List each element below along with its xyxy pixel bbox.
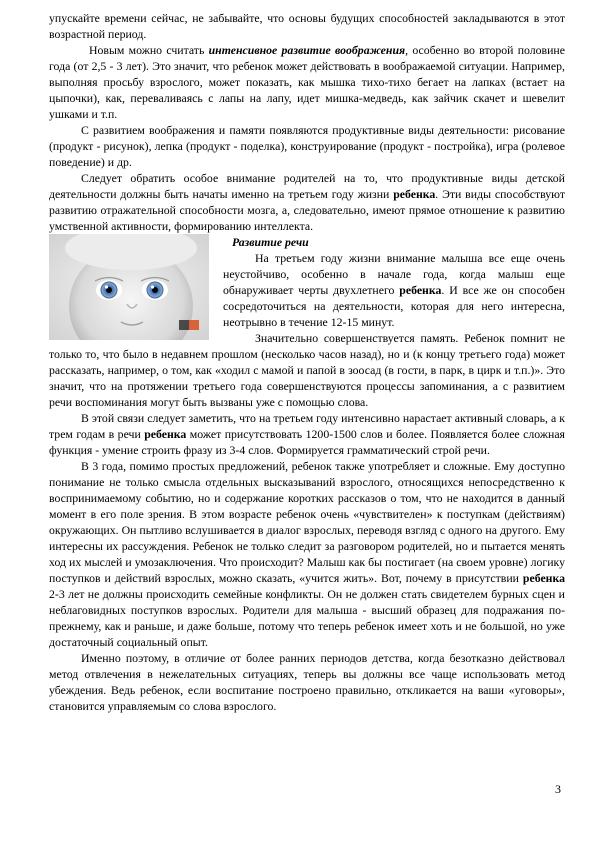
paragraph-parents-attention xyxy=(49,170,565,234)
paragraph-text: В 3 года, помимо простых предложений, ребенок также употребляет и сложные. Ему доступно понимание не только смысла отдельных высказываний взрослого, относящихся непосредственно к воспринимаемому событию, но и содержание коротких рассказов о том, что не находится в данный момент в его поле зрения. В этом возрасте ребенок очень «чувствителен» к поступкам (действиям) окружающих. Он пытливо вслушивается в диалог взрослых, переводя взгляд с одного на другого. Ему интересны их рассуждения. Ребенок не только следит за разговором родителей, но и пытается менять ход их мыслей и умозаключения. Что происходит? Малыш как бы постигает (на своем уровне) логику поступков и действий взрослых, можно сказать, «учится жить». Вот, почему в присутствии xyxy=(49,459,565,585)
paragraph-text: В этой связи следует заметить, что на третьем году интенсивно нарастает активный словарь, а к трем годам в речи xyxy=(49,411,565,441)
paragraph-text: Следует обратить особое внимание родителей на то, что продуктивные виды детской деятельности должны быть начаты именно на третьем году жизни xyxy=(49,171,565,201)
paragraph-imagination xyxy=(49,42,565,122)
paragraph-text: С развитием воображения и памяти появляются продуктивные виды деятельности: рисование (продукт - рисунок), лепка (продукт - поделка), конструирование (продукт - постройка), игра (ролевое поведение) и др. xyxy=(49,123,565,169)
page-number: 3 xyxy=(555,782,561,796)
paragraph-text: может присутствовать 1200-1500 слов и более. Появляется более сложная функция - умение строить фразу из 3-4 слов. Формируется грамматический строй речи. xyxy=(49,427,565,457)
paragraph-text: упускайте времени сейчас, не забывайте, что основы будущих способностей закладываются в этот возрастной период. xyxy=(49,11,565,41)
emphasis-term: интенсивное развитие воображения xyxy=(208,43,406,57)
paragraph-text: На третьем году жизни внимание малыша все еще очень неустойчиво, особенно в начале года, когда малыш еще обнаруживает черты двухлетнего xyxy=(223,251,565,297)
bold-term: ребенка xyxy=(522,571,565,585)
paragraph-text: , особенно во второй половине года (от 2,5 - 3 лет). Это значит, что ребенок может действовать в воображаемой ситуации. Например, выполняя просьбу взрослого, может показать, как мышка тихо-тихо бегает на лапках (встает на цыпочки), как, переваливаясь с лапы на лапу, идет мишка-медведь, как зайчик скачет и шевелит ушками и т.п. xyxy=(49,43,565,121)
baby-photo xyxy=(49,234,209,340)
paragraph-continuation xyxy=(49,10,565,42)
paragraph-text: . Эти виды способствуют развитию отражательной способности мозга, а, следовательно, имеют прямое отношение к развитию умственной активности, формированию интеллекта. xyxy=(49,187,565,233)
paragraph-vocabulary xyxy=(49,410,565,458)
page-content xyxy=(49,10,565,714)
paragraph-memory xyxy=(49,330,565,410)
paragraph-text: Значительно совершенствуется память. Ребенок помнит не только то, что было в недавнем прошлом (несколько часов назад), но и (к концу третьего года) может рассказать, например, о том, как «ходил с мамой и папой в зоосад (в гости, в парк, в цирк и т.п.)». Это значит, что на протяжении третьего года совершенствуются процессы запоминания, а с развитием речи воспоминания могут быть вызваны уже с помощью слова. xyxy=(49,331,565,409)
paragraph-text: 2-3 лет не должны происходить семейные конфликты. Он не должен стать свидетелем бурных сцен и неблаговидных поступков взрослых. Родители для малыша - высший образец для подражания по-прежнему, как и раньше, и даже больше, потому что теперь ребенок имеет хоть и не большой, но уже достаточный социальный опыт. xyxy=(49,587,565,649)
section-title: Развитие речи xyxy=(232,235,309,249)
bold-term: ребенка xyxy=(399,283,442,297)
paragraph-text: . И все же он способен сосредоточиться на деятельности, которая для него интересна, неотрывно в течение 12-15 минут. xyxy=(223,283,566,329)
baby-face-image xyxy=(49,234,209,340)
paragraph-persuasion xyxy=(49,650,565,714)
paragraph-sentences xyxy=(49,458,565,650)
paragraph-text: Новым можно считать xyxy=(89,43,209,57)
bold-term: ребенка xyxy=(393,187,436,201)
bold-term: ребенка xyxy=(144,427,187,441)
paragraph-productive-activities xyxy=(49,122,565,170)
paragraph-text: Именно поэтому, в отличие от более ранних периодов детства, когда безотказно действовал метод отвлечения в нежелательных ситуациях, теперь вы должны все чаще использовать метод убеждения. Ведь ребенок, если воспитание построено правильно, откликается на ваши «уговоры», становится управляемым со слова взрослого. xyxy=(49,651,565,713)
